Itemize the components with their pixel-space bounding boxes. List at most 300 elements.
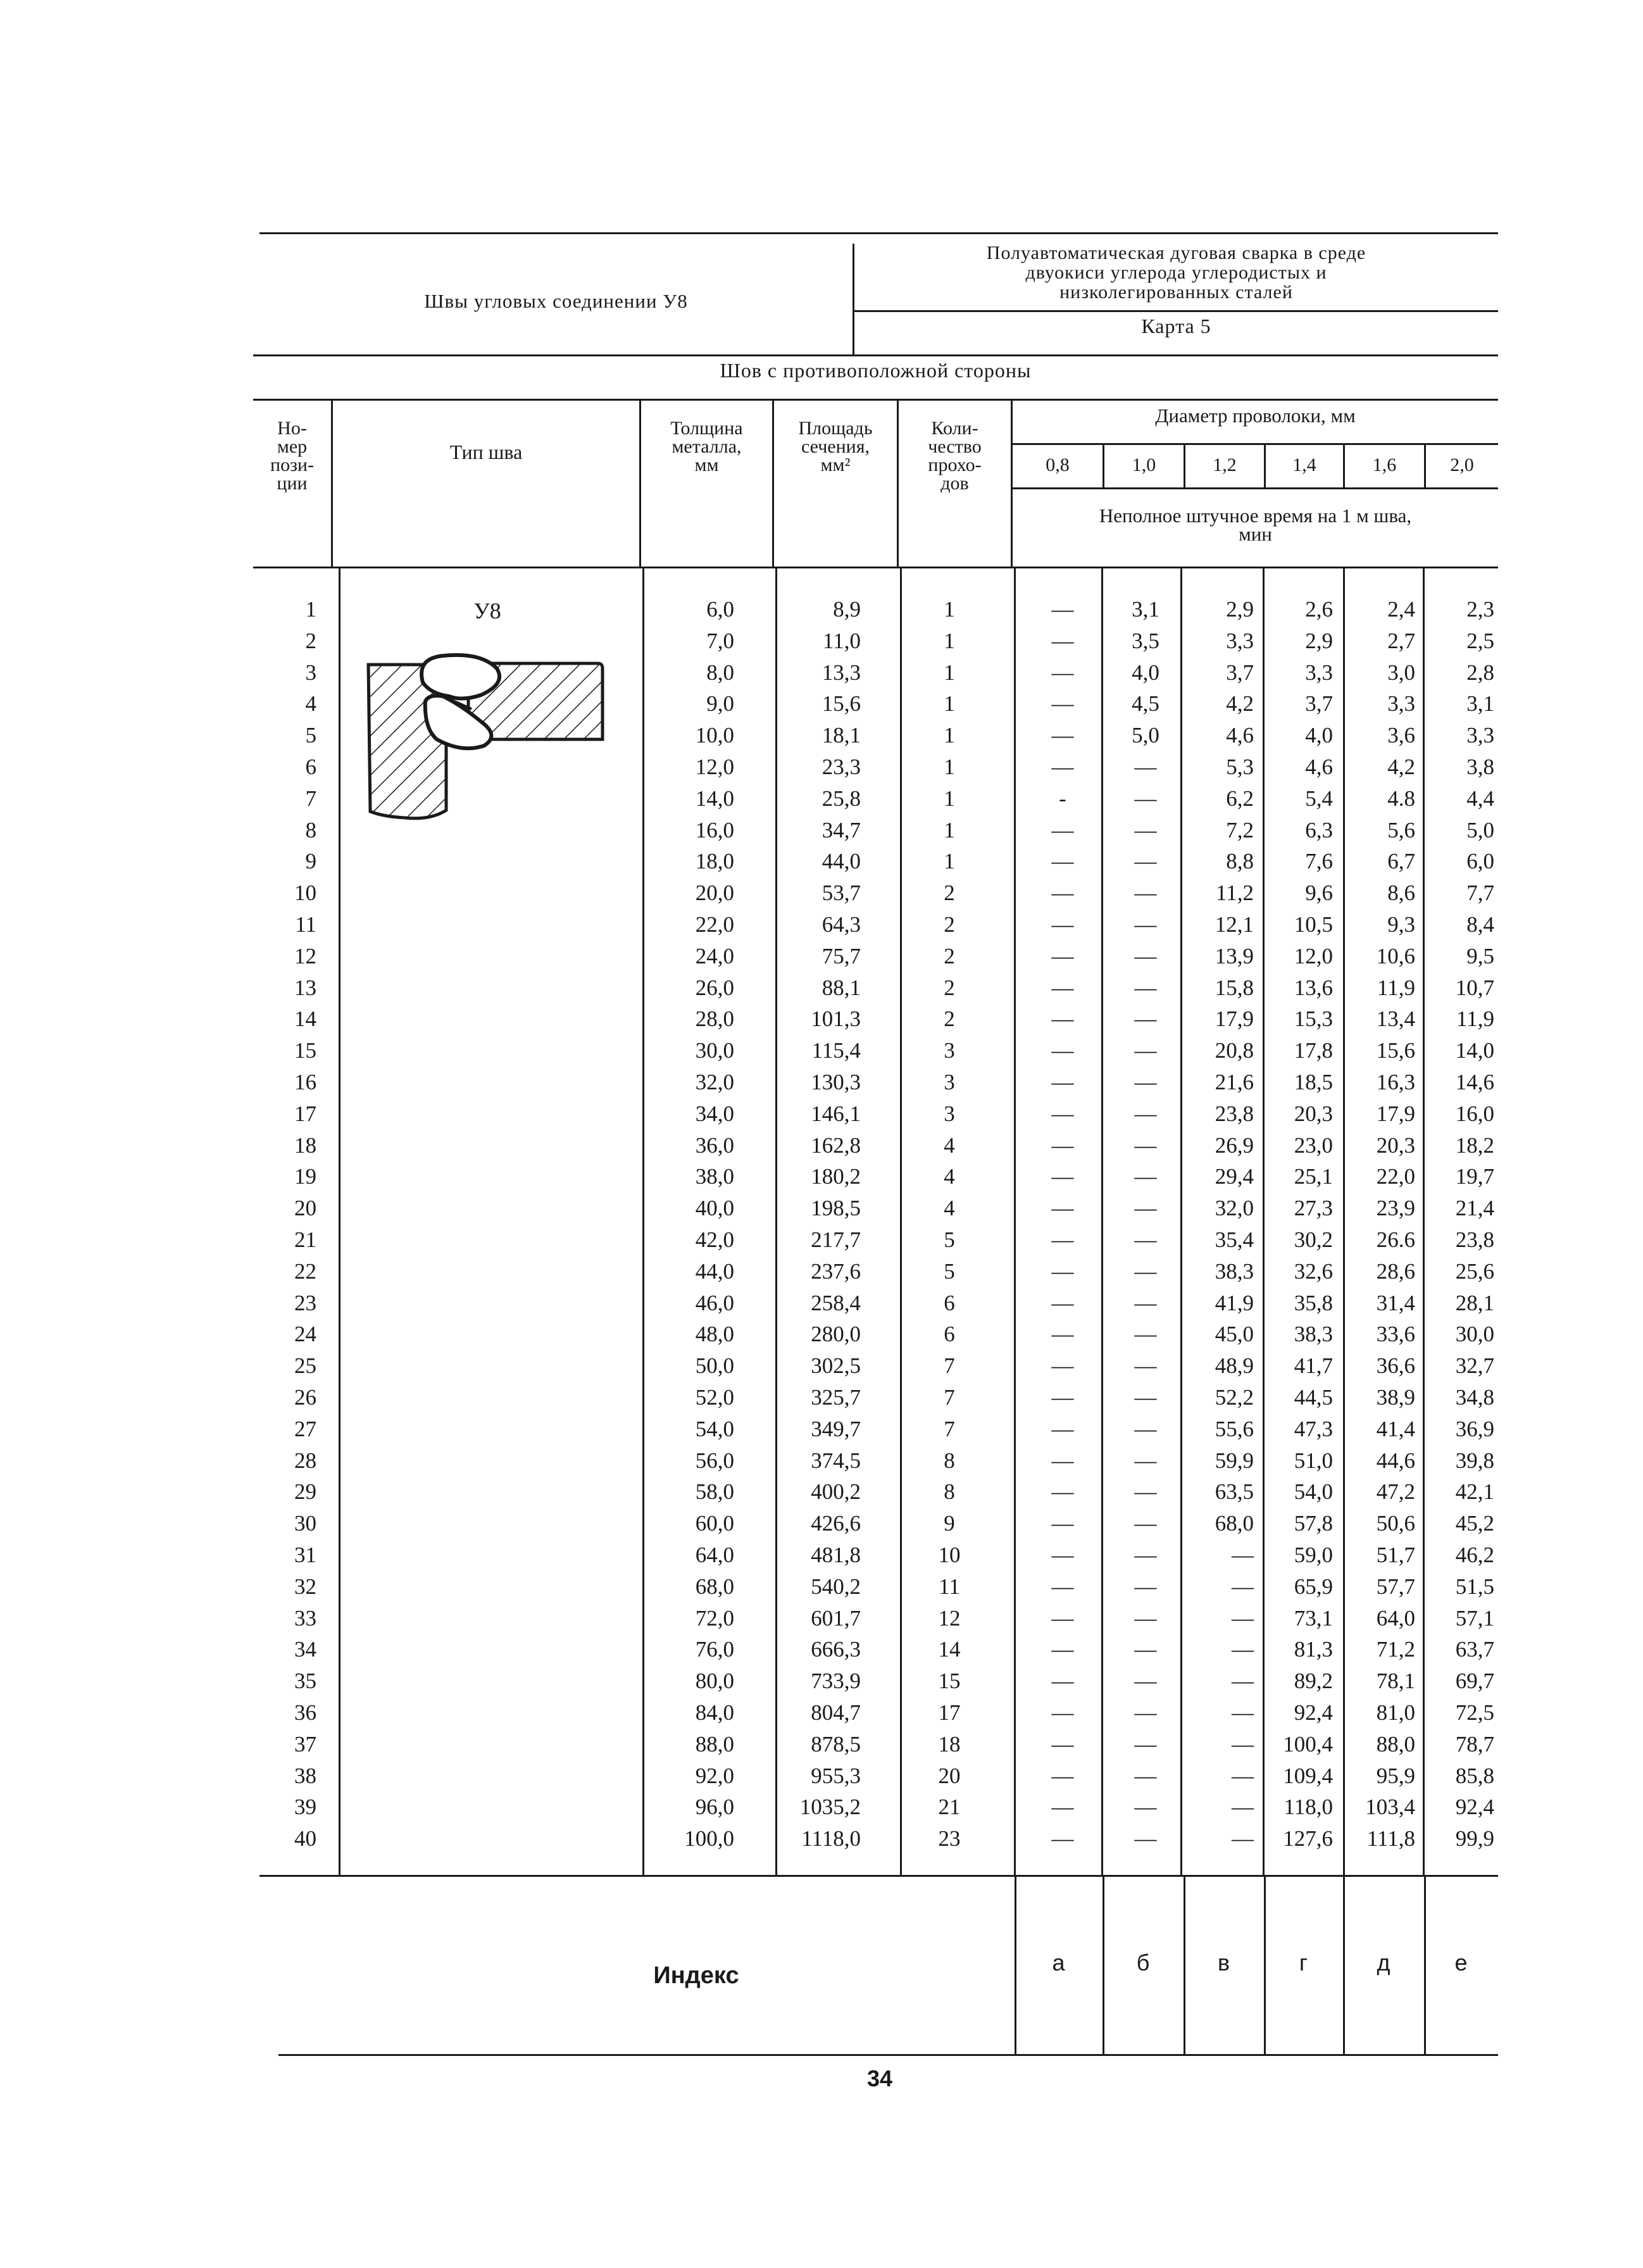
d08-cell: — bbox=[1051, 1574, 1074, 1599]
d10-cell: — bbox=[1134, 912, 1157, 937]
position-cell: 1 bbox=[305, 597, 316, 622]
area-cell: 400,2 bbox=[811, 1479, 861, 1505]
d08-cell: — bbox=[1051, 1763, 1074, 1788]
d14-cell: 4,0 bbox=[1305, 723, 1333, 748]
d10-cell: — bbox=[1134, 1101, 1157, 1126]
d10-cell: — bbox=[1134, 1132, 1157, 1158]
d10-cell: — bbox=[1134, 1038, 1157, 1063]
d12-cell: — bbox=[1232, 1700, 1254, 1725]
d20-cell: 11,9 bbox=[1456, 1006, 1494, 1032]
d20-cell: 42,1 bbox=[1455, 1479, 1494, 1505]
thickness-cell: 9,0 bbox=[706, 691, 734, 717]
d10-cell: — bbox=[1134, 1795, 1157, 1820]
passes-cell: 21 bbox=[938, 1795, 961, 1820]
d08-cell: — bbox=[1051, 755, 1074, 779]
d12-cell: 41,9 bbox=[1215, 1290, 1254, 1315]
d12-cell: — bbox=[1232, 1543, 1254, 1567]
d14-cell: 38,3 bbox=[1294, 1322, 1333, 1347]
thickness-cell: 68,0 bbox=[695, 1574, 734, 1599]
d08-cell: — bbox=[1051, 943, 1074, 968]
d08-cell: — bbox=[1051, 1416, 1074, 1441]
d20-cell: 46,2 bbox=[1455, 1543, 1494, 1567]
d12-cell: 52,2 bbox=[1215, 1385, 1254, 1410]
d14-cell: 6,3 bbox=[1305, 817, 1333, 843]
d16-cell: 44,6 bbox=[1376, 1448, 1415, 1473]
passes-cell: 1 bbox=[944, 691, 955, 717]
col-head-thickness bbox=[641, 419, 772, 474]
thickness-cell: 92,0 bbox=[695, 1763, 734, 1788]
passes-cell: 4 bbox=[944, 1164, 955, 1189]
col-head-line: мер bbox=[277, 436, 308, 457]
area-cell: 258,4 bbox=[811, 1290, 861, 1315]
position-cell: 34 bbox=[294, 1637, 316, 1662]
passes-cell: 1 bbox=[944, 597, 955, 622]
col-head-diameter: Диаметр проволоки, мм bbox=[1155, 404, 1356, 427]
area-cell: 349,7 bbox=[811, 1416, 861, 1441]
d10-cell: — bbox=[1134, 849, 1157, 874]
thickness-cell: 7,0 bbox=[706, 628, 734, 653]
d20-cell: 3,8 bbox=[1466, 755, 1494, 779]
d14-cell: 54,0 bbox=[1294, 1479, 1333, 1505]
d14-cell: 47,3 bbox=[1294, 1416, 1333, 1441]
index-letter: г bbox=[1299, 1950, 1308, 1976]
d12-cell: 12,1 bbox=[1215, 912, 1254, 937]
area-cell: 198,5 bbox=[811, 1196, 861, 1221]
d12-cell: 8,8 bbox=[1226, 849, 1254, 874]
d14-cell: 89,2 bbox=[1294, 1669, 1333, 1694]
d14-cell: 12,0 bbox=[1294, 943, 1333, 968]
thickness-cell: 44,0 bbox=[695, 1258, 734, 1284]
d16-cell: 20,3 bbox=[1376, 1132, 1415, 1158]
area-cell: 11,0 bbox=[823, 628, 861, 653]
col-head-line: Толщина bbox=[670, 418, 743, 439]
d08-cell: — bbox=[1051, 1101, 1074, 1126]
d10-cell: — bbox=[1134, 1164, 1157, 1189]
d20-cell: 14,0 bbox=[1455, 1038, 1494, 1063]
diameter-value: 0,8 bbox=[1046, 454, 1070, 475]
d20-cell: 10,7 bbox=[1455, 975, 1494, 1000]
position-cell: 33 bbox=[294, 1605, 316, 1631]
header-right-rule bbox=[853, 310, 1498, 312]
d12-cell: 55,6 bbox=[1215, 1416, 1254, 1441]
d10-cell: — bbox=[1134, 1070, 1157, 1094]
passes-cell: 1 bbox=[944, 723, 955, 748]
d08-cell: — bbox=[1051, 1132, 1074, 1158]
d14-cell: 4,6 bbox=[1305, 755, 1333, 779]
position-cell: 11 bbox=[295, 912, 316, 937]
d12-cell: 5,3 bbox=[1226, 755, 1254, 779]
area-cell: 180,2 bbox=[811, 1164, 861, 1189]
thickness-cell: 12,0 bbox=[695, 755, 734, 779]
d12-cell: 17,9 bbox=[1215, 1006, 1254, 1032]
d16-cell: 81,0 bbox=[1376, 1700, 1415, 1725]
header-right-title-line: низколегированных сталей bbox=[1059, 282, 1293, 303]
index-letter: б bbox=[1136, 1950, 1150, 1976]
d08-cell: — bbox=[1051, 912, 1074, 937]
area-cell: 8,9 bbox=[833, 597, 861, 622]
d10-cell: 3,5 bbox=[1132, 628, 1159, 653]
position-cell: 32 bbox=[294, 1574, 316, 1599]
d12-cell: 38,3 bbox=[1215, 1258, 1254, 1284]
index-letter: е bbox=[1454, 1950, 1468, 1976]
area-cell: 88,1 bbox=[822, 975, 861, 1000]
thickness-cell: 96,0 bbox=[695, 1795, 734, 1820]
thickness-cell: 22,0 bbox=[695, 912, 734, 937]
area-cell: 280,0 bbox=[811, 1322, 861, 1347]
position-cell: 23 bbox=[294, 1290, 316, 1315]
thickness-cell: 48,0 bbox=[695, 1322, 734, 1347]
position-cell: 38 bbox=[294, 1763, 316, 1788]
d08-cell: — bbox=[1051, 723, 1074, 748]
position-cell: 22 bbox=[294, 1258, 316, 1284]
thickness-cell: 54,0 bbox=[695, 1416, 734, 1441]
col-line bbox=[339, 567, 340, 1875]
d08-cell: — bbox=[1051, 1353, 1074, 1379]
area-cell: 217,7 bbox=[811, 1227, 861, 1252]
d10-cell: — bbox=[1134, 1258, 1157, 1284]
thickness-cell: 18,0 bbox=[695, 849, 734, 874]
d20-cell: 2,8 bbox=[1466, 660, 1494, 685]
passes-cell: 9 bbox=[944, 1511, 955, 1536]
index-bottom-rule bbox=[278, 2054, 1498, 2056]
table-top-rule bbox=[253, 399, 1498, 401]
diameter-value: 1,0 bbox=[1132, 454, 1156, 475]
position-cell: 28 bbox=[294, 1448, 316, 1473]
position-cell: 9 bbox=[305, 849, 316, 874]
d20-cell: 99,9 bbox=[1455, 1826, 1494, 1851]
area-cell: 146,1 bbox=[811, 1101, 861, 1126]
d10-cell: — bbox=[1134, 1669, 1157, 1694]
d12-cell: — bbox=[1232, 1605, 1254, 1631]
d08-cell: — bbox=[1051, 1070, 1074, 1094]
d14-cell: 2,6 bbox=[1305, 597, 1333, 622]
d12-cell: 59,9 bbox=[1215, 1448, 1254, 1473]
thickness-cell: 36,0 bbox=[695, 1132, 734, 1158]
d16-cell: 10,6 bbox=[1376, 943, 1415, 968]
d14-cell: 5,4 bbox=[1305, 786, 1333, 811]
header-right-title-line: двуокиси углерода углеродистых и bbox=[1025, 262, 1327, 283]
d14-cell: 25,1 bbox=[1294, 1164, 1333, 1189]
diameter-value: 1,6 bbox=[1372, 454, 1397, 475]
position-cell: 35 bbox=[294, 1669, 316, 1694]
page-number: 34 bbox=[866, 2065, 893, 2091]
d10-cell: — bbox=[1134, 1196, 1157, 1221]
col-head-line: пози- bbox=[270, 454, 314, 475]
d14-cell: 30,2 bbox=[1294, 1227, 1333, 1252]
d16-cell: 31,4 bbox=[1376, 1290, 1415, 1315]
thickness-cell: 72,0 bbox=[695, 1605, 734, 1631]
col-head-passes bbox=[899, 419, 1011, 492]
position-cell: 6 bbox=[305, 755, 316, 779]
passes-cell: 8 bbox=[944, 1479, 955, 1505]
d16-cell: 103,4 bbox=[1365, 1795, 1415, 1820]
d14-cell: 2,9 bbox=[1305, 628, 1333, 653]
col-head-line: прохо- bbox=[928, 454, 982, 475]
d12-cell: 32,0 bbox=[1215, 1196, 1254, 1221]
d10-cell: — bbox=[1134, 880, 1157, 906]
thickness-cell: 34,0 bbox=[695, 1101, 734, 1126]
d10-cell: — bbox=[1134, 1574, 1157, 1599]
thickness-cell: 60,0 bbox=[695, 1511, 734, 1536]
thickness-cell: 52,0 bbox=[695, 1385, 734, 1410]
d20-cell: 23,8 bbox=[1455, 1227, 1494, 1252]
d10-cell: — bbox=[1134, 943, 1157, 968]
passes-cell: 12 bbox=[938, 1605, 961, 1631]
passes-cell: 10 bbox=[938, 1543, 961, 1567]
thickness-cell: 56,0 bbox=[695, 1448, 734, 1473]
thickness-cell: 24,0 bbox=[695, 943, 734, 968]
position-cell: 13 bbox=[294, 975, 316, 1000]
passes-cell: 7 bbox=[944, 1353, 955, 1379]
position-cell: 36 bbox=[294, 1700, 316, 1725]
area-cell: 804,7 bbox=[811, 1700, 861, 1725]
area-cell: 23,3 bbox=[822, 755, 861, 779]
weld-bead-top bbox=[422, 655, 499, 699]
d12-cell: 15,8 bbox=[1215, 975, 1254, 1000]
thickness-cell: 84,0 bbox=[695, 1700, 734, 1725]
d10-cell: — bbox=[1134, 1637, 1157, 1662]
d10-cell: 4,0 bbox=[1132, 660, 1159, 685]
d16-cell: 3,6 bbox=[1387, 723, 1415, 748]
d12-cell: 13,9 bbox=[1215, 943, 1254, 968]
passes-cell: 6 bbox=[944, 1290, 955, 1315]
d08-cell: — bbox=[1051, 1258, 1074, 1284]
passes-cell: 6 bbox=[944, 1322, 955, 1347]
position-cell: 21 bbox=[294, 1227, 316, 1252]
thickness-cell: 88,0 bbox=[695, 1731, 734, 1757]
d20-cell: 14,6 bbox=[1455, 1070, 1494, 1094]
d14-cell: 15,3 bbox=[1294, 1006, 1333, 1032]
position-cell: 31 bbox=[294, 1543, 316, 1567]
d16-cell: 51,7 bbox=[1376, 1543, 1415, 1567]
col-head-line: ции bbox=[277, 473, 308, 494]
header-bottom-rule bbox=[253, 354, 1498, 356]
d08-cell: — bbox=[1051, 1227, 1074, 1252]
d08-cell: — bbox=[1051, 975, 1074, 1000]
col-head-position bbox=[253, 419, 331, 492]
thickness-cell: 28,0 bbox=[695, 1006, 734, 1032]
d10-cell: — bbox=[1134, 1605, 1157, 1631]
header-right-title bbox=[854, 243, 1498, 302]
thickness-cell: 80,0 bbox=[695, 1669, 734, 1694]
d20-cell: 21,4 bbox=[1455, 1196, 1494, 1221]
d16-cell: 78,1 bbox=[1376, 1669, 1415, 1694]
d20-cell: 92,4 bbox=[1455, 1795, 1494, 1820]
d20-cell: 5,0 bbox=[1466, 817, 1494, 843]
d14-cell: 59,0 bbox=[1294, 1543, 1333, 1567]
area-cell: 481,8 bbox=[811, 1543, 861, 1567]
d14-cell: 23,0 bbox=[1294, 1132, 1333, 1158]
passes-cell: 5 bbox=[944, 1227, 955, 1252]
area-cell: 878,5 bbox=[811, 1731, 861, 1757]
d08-cell: — bbox=[1051, 1290, 1074, 1315]
position-cell: 8 bbox=[305, 817, 316, 843]
d08-cell: — bbox=[1051, 1448, 1074, 1473]
index-letter: а bbox=[1052, 1950, 1065, 1976]
thickness-cell: 76,0 bbox=[695, 1637, 734, 1662]
d10-cell: — bbox=[1134, 975, 1157, 1000]
diameter-values-rule bbox=[1011, 487, 1498, 489]
thickness-cell: 32,0 bbox=[695, 1070, 734, 1094]
d16-cell: 71,2 bbox=[1376, 1637, 1415, 1662]
d16-cell: 64,0 bbox=[1376, 1605, 1415, 1631]
d16-cell: 22,0 bbox=[1376, 1164, 1415, 1189]
area-cell: 130,3 bbox=[811, 1070, 861, 1094]
col-head-line: Площадь bbox=[798, 418, 873, 439]
d10-cell: — bbox=[1134, 1385, 1157, 1410]
passes-cell: 4 bbox=[944, 1196, 955, 1221]
d20-cell: 57,1 bbox=[1455, 1605, 1494, 1631]
d16-cell: 13,4 bbox=[1376, 1006, 1415, 1032]
position-cell: 7 bbox=[305, 786, 316, 811]
d16-cell: 16,3 bbox=[1376, 1070, 1415, 1094]
diameter-value: 1,2 bbox=[1213, 454, 1237, 475]
thickness-cell: 42,0 bbox=[695, 1227, 734, 1252]
area-cell: 15,6 bbox=[822, 691, 861, 717]
area-cell: 162,8 bbox=[811, 1132, 861, 1158]
position-cell: 5 bbox=[305, 723, 316, 748]
d16-cell: 57,7 bbox=[1376, 1574, 1415, 1599]
d16-cell: 111,8 bbox=[1366, 1826, 1415, 1851]
d10-cell: — bbox=[1134, 1826, 1157, 1851]
d08-cell: — bbox=[1051, 1511, 1074, 1536]
passes-cell: 11 bbox=[939, 1574, 960, 1599]
area-cell: 302,5 bbox=[811, 1353, 861, 1379]
passes-cell: 1 bbox=[944, 849, 955, 874]
d20-cell: 18,2 bbox=[1455, 1132, 1494, 1158]
d08-cell: — bbox=[1051, 1826, 1074, 1851]
d08-cell: — bbox=[1051, 1038, 1074, 1063]
col-head-line: Но- bbox=[277, 418, 307, 439]
d20-cell: 30,0 bbox=[1455, 1322, 1494, 1347]
d12-cell: — bbox=[1232, 1763, 1254, 1788]
d16-cell: 6,7 bbox=[1387, 849, 1415, 874]
d20-cell: 2,5 bbox=[1466, 628, 1494, 653]
area-cell: 1118,0 bbox=[801, 1826, 861, 1851]
d10-cell: — bbox=[1134, 1290, 1157, 1315]
area-cell: 53,7 bbox=[822, 880, 861, 906]
d08-cell: — bbox=[1051, 628, 1074, 653]
d12-cell: 48,9 bbox=[1215, 1353, 1254, 1379]
passes-cell: 7 bbox=[944, 1416, 955, 1441]
col-head-line: Коли- bbox=[931, 418, 978, 439]
diameter-value: 2,0 bbox=[1450, 454, 1474, 475]
d10-cell: — bbox=[1134, 1353, 1157, 1379]
d16-cell: 88,0 bbox=[1376, 1731, 1415, 1757]
passes-cell: 18 bbox=[938, 1731, 961, 1757]
area-cell: 601,7 bbox=[811, 1605, 861, 1631]
d20-cell: 32,7 bbox=[1455, 1353, 1494, 1379]
passes-cell: 23 bbox=[938, 1826, 961, 1851]
passes-cell: 14 bbox=[938, 1637, 961, 1662]
thickness-cell: 40,0 bbox=[695, 1196, 734, 1221]
thickness-cell: 38,0 bbox=[695, 1164, 734, 1189]
d12-cell: — bbox=[1232, 1669, 1254, 1694]
header-top-rule bbox=[259, 232, 1498, 234]
area-cell: 44,0 bbox=[822, 849, 861, 874]
d14-cell: 92,4 bbox=[1294, 1700, 1333, 1725]
passes-cell: 2 bbox=[944, 880, 955, 906]
area-cell: 115,4 bbox=[811, 1038, 861, 1063]
col-head-line: Неполное штучное время на 1 м шва, bbox=[1099, 504, 1412, 527]
d16-cell: 38,9 bbox=[1376, 1385, 1415, 1410]
thickness-cell: 8,0 bbox=[706, 660, 734, 685]
passes-cell: 1 bbox=[944, 755, 955, 779]
d12-cell: 26,9 bbox=[1215, 1132, 1254, 1158]
position-cell: 30 bbox=[294, 1511, 316, 1536]
d16-cell: 17,9 bbox=[1376, 1101, 1415, 1126]
d20-cell: 78,7 bbox=[1455, 1731, 1494, 1757]
passes-cell: 7 bbox=[944, 1385, 955, 1410]
area-cell: 75,7 bbox=[822, 943, 861, 968]
d20-cell: 72,5 bbox=[1455, 1700, 1494, 1725]
d10-cell: — bbox=[1134, 1006, 1157, 1032]
d08-cell: — bbox=[1051, 1731, 1074, 1757]
d12-cell: 6,2 bbox=[1226, 786, 1254, 811]
index-letter: д bbox=[1377, 1950, 1390, 1976]
position-cell: 17 bbox=[294, 1101, 316, 1126]
d10-cell: 5,0 bbox=[1132, 723, 1159, 748]
position-cell: 24 bbox=[294, 1322, 316, 1347]
passes-cell: 2 bbox=[944, 1006, 955, 1032]
area-cell: 34,7 bbox=[822, 817, 861, 843]
col-line bbox=[1014, 567, 1016, 1875]
d16-cell: 28,6 bbox=[1376, 1258, 1415, 1284]
thickness-cell: 64,0 bbox=[695, 1543, 734, 1567]
d16-cell: 41,4 bbox=[1376, 1416, 1415, 1441]
d08-cell: — bbox=[1051, 660, 1074, 685]
d16-cell: 33,6 bbox=[1376, 1322, 1415, 1347]
d16-cell: 3,0 bbox=[1387, 660, 1415, 685]
passes-cell: 1 bbox=[944, 817, 955, 843]
d12-cell: 7,2 bbox=[1226, 817, 1254, 843]
d14-cell: 73,1 bbox=[1294, 1605, 1333, 1631]
d12-cell: 68,0 bbox=[1215, 1511, 1254, 1536]
d08-cell: — bbox=[1051, 1795, 1074, 1820]
d08-cell: — bbox=[1051, 691, 1074, 717]
d10-cell: — bbox=[1134, 1543, 1157, 1567]
diameter-value: 1,4 bbox=[1292, 454, 1316, 475]
d16-cell: 36,6 bbox=[1376, 1353, 1415, 1379]
position-cell: 16 bbox=[294, 1070, 316, 1094]
d14-cell: 3,3 bbox=[1305, 660, 1333, 685]
thickness-cell: 26,0 bbox=[695, 975, 734, 1000]
d16-cell: 3,3 bbox=[1387, 691, 1415, 717]
position-cell: 10 bbox=[294, 880, 316, 906]
d12-cell: 23,8 bbox=[1215, 1101, 1254, 1126]
thickness-cell: 10,0 bbox=[695, 723, 734, 748]
d08-cell: — bbox=[1051, 1543, 1074, 1567]
position-cell: 14 bbox=[294, 1006, 316, 1032]
position-cell: 29 bbox=[294, 1479, 316, 1505]
col-head-line: дов bbox=[940, 473, 969, 494]
d20-cell: 34,8 bbox=[1455, 1385, 1494, 1410]
d20-cell: 9,5 bbox=[1466, 943, 1494, 968]
thickness-cell: 6,0 bbox=[706, 597, 734, 622]
d08-cell: — bbox=[1051, 1669, 1074, 1694]
area-cell: 666,3 bbox=[811, 1637, 861, 1662]
d16-cell: 15,6 bbox=[1376, 1038, 1415, 1063]
d12-cell: — bbox=[1232, 1795, 1254, 1820]
header-right-title-line: Полуавтоматическая дуговая сварка в среде bbox=[986, 242, 1366, 263]
area-cell: 1035,2 bbox=[799, 1795, 861, 1820]
seam-type-label: У8 bbox=[473, 598, 501, 623]
d08-cell: — bbox=[1051, 1700, 1074, 1725]
d12-cell: 45,0 bbox=[1215, 1322, 1254, 1347]
d20-cell: 8,4 bbox=[1466, 912, 1494, 937]
d14-cell: 44,5 bbox=[1294, 1385, 1333, 1410]
d20-cell: 4,4 bbox=[1466, 786, 1494, 811]
